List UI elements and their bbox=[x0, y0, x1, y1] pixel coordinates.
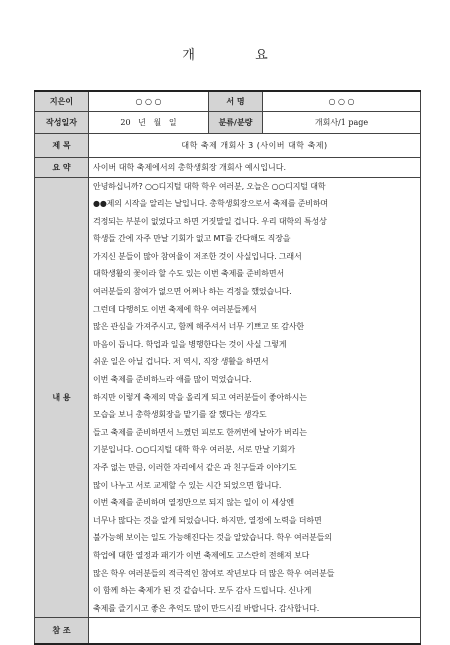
reference-label: 참 조 bbox=[35, 618, 89, 644]
content-line: 들고 축제를 준비하면서 느꼈던 피로도 한꺼번에 날아가 버리는 bbox=[93, 427, 307, 437]
summary-label: 요 약 bbox=[35, 157, 89, 177]
content-line: 하지만 이렇게 축제의 막을 올리게 되고 여러분들이 좋아하시는 bbox=[93, 392, 307, 402]
content-line: 학업에 대한 열정과 패기가 이번 축제에도 고스란히 전해져 보다 bbox=[93, 550, 310, 560]
author-value[interactable]: ○ ○ ○ bbox=[89, 91, 209, 111]
content-line: 마음이 듭니다. 학업과 일을 병행한다는 것이 사실 그렇게 bbox=[93, 339, 287, 349]
signature-label: 서 명 bbox=[209, 91, 263, 111]
content-line: 많이 나누고 서로 교제할 수 있는 시간 되었으면 합니다. bbox=[93, 480, 282, 490]
content-line: 자주 없는 만큼, 이러한 자리에서 같은 과 친구들과 이야기도 bbox=[93, 463, 297, 472]
content-line: ●●제의 시작을 알리는 날입니다. 총학생회장으로서 축제를 준비하며 bbox=[93, 199, 329, 209]
content-line: 여러분들의 참여가 없으면 어쩌나 하는 걱정을 했었습니다. bbox=[93, 287, 292, 297]
document-title: 개 요 bbox=[182, 48, 296, 63]
content-line: 너무나 많다는 것을 알게 되었습니다. 하지만, 열정에 노력을 더하면 bbox=[93, 515, 322, 525]
content-line: 많은 관심을 가져주시고, 함께 해주셔서 너무 기쁘고 또 감사한 bbox=[93, 322, 304, 332]
content-line: 걱정되는 부분이 없었다고 하면 거짓말일 겁니다. 우리 대학의 특성상 bbox=[93, 216, 327, 226]
category-value[interactable]: 개회사/1 page bbox=[263, 111, 421, 133]
content-line: 대학생활의 꽃이라 할 수도 있는 이번 축제를 준비하면서 bbox=[93, 269, 285, 279]
content-label: 내 용 bbox=[35, 177, 89, 618]
subject-label: 제 목 bbox=[35, 133, 89, 157]
content-line: 불가능해 보이는 일도 가능해진다는 것을 알았습니다. 학우 여러분들의 bbox=[93, 533, 332, 543]
author-label: 지은이 bbox=[35, 91, 89, 111]
content-line: 축제를 즐기시고 좋은 추억도 많이 만드시길 바랍니다. 감사합니다. bbox=[93, 603, 320, 613]
subject-value[interactable]: 대학 축제 개회사 3 (사이버 대학 축제) bbox=[89, 133, 421, 157]
content-line: 이번 축제를 준비하며 열정만으로 되지 않는 일이 이 세상엔 bbox=[93, 498, 295, 508]
content-line: 안녕하십니까? ○○디지털 대학 학우 여러분, 오늘은 ○○디지털 대학 bbox=[93, 181, 326, 191]
content-line: 기분입니다. ○○디지털 대학 학우 여러분, 서로 만날 기회가 bbox=[93, 445, 295, 455]
content-line: 쉬운 일은 아닐 겁니다. 저 역시, 직장 생활을 하면서 bbox=[93, 357, 269, 367]
content-line: 많은 학우 여러분들의 적극적인 참여로 작년보다 더 많은 학우 여러분들 bbox=[93, 568, 335, 578]
signature-value[interactable]: ○ ○ ○ bbox=[263, 91, 421, 111]
content-body[interactable] bbox=[89, 177, 421, 618]
content-line: 모습을 보니 총학생회장을 맡기를 잘 했다는 생각도 bbox=[93, 410, 267, 420]
date-label: 작성일자 bbox=[35, 111, 89, 133]
content-line: 이번 축제를 준비하느라 애를 많이 먹었습니다. bbox=[93, 375, 252, 385]
summary-value[interactable]: 사이버 대학 축제에서의 총학생회장 개회사 예시입니다. bbox=[89, 157, 421, 177]
outline-form-table bbox=[34, 90, 421, 645]
content-line: 가지신 분들이 많아 참여율이 저조한 것이 사실입니다. 그래서 bbox=[93, 251, 302, 261]
category-label: 분류/분량 bbox=[209, 111, 263, 133]
content-line: 학생들 간에 자주 만날 기회가 없고 MT를 간다해도 직장을 bbox=[93, 234, 291, 244]
reference-value[interactable] bbox=[89, 618, 421, 644]
content-line: 그런데 다행히도 이번 축제에 학우 여러분들께서 bbox=[93, 304, 257, 314]
content-line: 이 함께 하는 축제가 된 것 같습니다. 모두 감사 드립니다. 신나게 bbox=[93, 586, 312, 596]
date-value[interactable]: 20 년 월 일 bbox=[89, 111, 209, 133]
content-paragraph bbox=[93, 178, 416, 618]
